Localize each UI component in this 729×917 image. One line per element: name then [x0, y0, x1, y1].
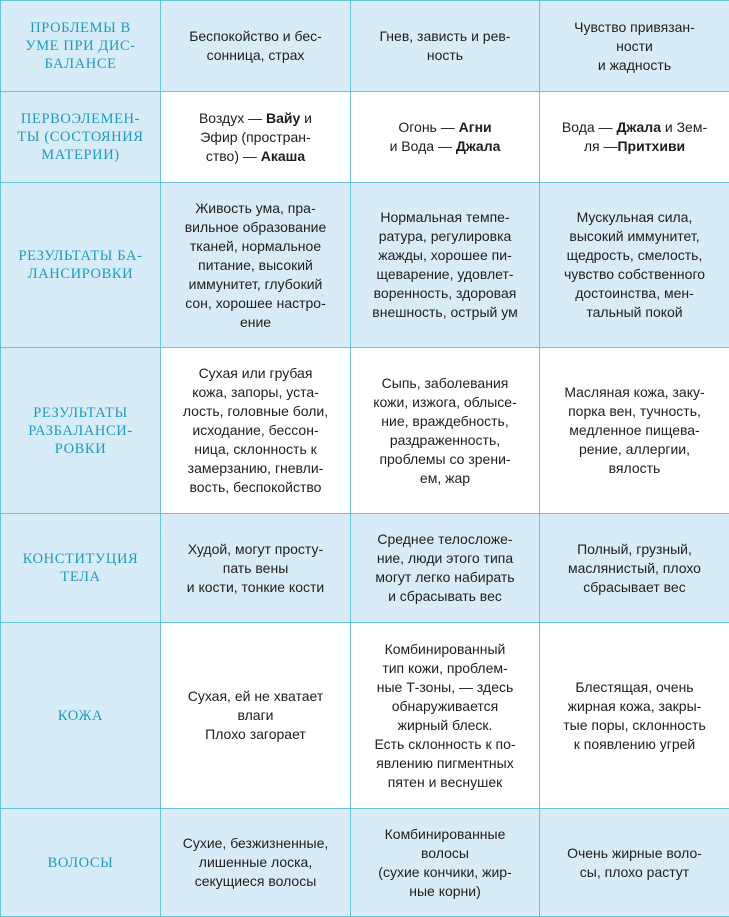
cell-text: Худой, могут просту- пать вены и кости, тонкие кости [187, 541, 324, 595]
cell-text: Нормальная темпе- ратура, регулировка жажды, хорошее пи- щеварение, удовлет- воренность, здоровая внешность, острый ум [372, 209, 517, 320]
table-cell-dosha-2 [351, 809, 540, 917]
row-header: РЕЗУЛЬТАТЫ БА- ЛАНСИРОВКИ [1, 183, 161, 348]
table-row-skin [1, 623, 729, 809]
table-row-balance-results [1, 183, 729, 348]
table-cell-dosha-1 [161, 1, 351, 92]
cell-text: Сухие, безжизненные, лишенные лоска, секущиеся волосы [183, 835, 329, 889]
cell-text: Сухая, ей не хватает влаги Плохо загорает [188, 688, 324, 742]
cell-text: Огонь — [398, 119, 458, 135]
table-cell-dosha-1 [161, 623, 351, 809]
cell-text: Чувство привязан- ности и жадность [574, 19, 695, 73]
cell-text: Среднее телосложе- ние, люди этого типа могут легко набирать и сбрасывать вес [375, 531, 514, 604]
table-cell-dosha-2 [351, 92, 540, 183]
table-cell-dosha-3 [540, 514, 729, 623]
cell-text: Комбинированный тип кожи, проблем- ные Т-зоны, — здесь обнаруживается жирный блеск. Есть склонность к по- явлению пигментных пятен и веснушек [374, 641, 515, 790]
row-header: КОНСТИТУЦИЯ ТЕЛА [1, 514, 161, 623]
table-cell-dosha-3 [540, 183, 729, 348]
row-header: ПРОБЛЕМЫ В УМЕ ПРИ ДИС- БАЛАНСЕ [1, 1, 161, 92]
cell-text: Комбинированные волосы (сухие кончики, жир- ные корни) [378, 826, 511, 899]
table-cell-dosha-1 [161, 348, 351, 514]
table-body [1, 1, 729, 917]
term-highlight: Акаша [261, 148, 305, 164]
cell-text: Сыпь, заболевания кожи, изжога, облысе- ние, враждебность, раздраженность, проблемы со зрени- ем, жар [373, 375, 517, 486]
table-cell-dosha-3 [540, 809, 729, 917]
table-cell-dosha-2 [351, 348, 540, 514]
cell-text: Очень жирные воло- сы, плохо растут [567, 845, 702, 880]
table-row-primary-elements [1, 92, 729, 183]
table-cell-dosha-2 [351, 514, 540, 623]
term-highlight: Вайу [266, 110, 300, 126]
table-cell-dosha-2 [351, 1, 540, 92]
table-cell-dosha-2 [351, 183, 540, 348]
cell-text: и Зем- ля — [584, 119, 707, 154]
table-row-body-constitution [1, 514, 729, 623]
table-cell-dosha-1 [161, 514, 351, 623]
cell-text: Воздух — [199, 110, 266, 126]
table-row-mind-problems [1, 1, 729, 92]
term-highlight: Агни [459, 119, 492, 135]
cell-text: Гнев, зависть и рев- ность [380, 28, 511, 63]
cell-text: Сухая или грубая кожа, запоры, уста- лость, головные боли, исходание, бессон- ница, склонность к замерзанию, гневли- вость, беспокойство [183, 365, 328, 495]
cell-text: Полный, грузный, маслянистый, плохо сбрасывает вес [568, 541, 701, 595]
cell-text: Беспокойство и бес- сонница, страх [189, 28, 322, 63]
cell-text: и Эфир (простран- ство) — [200, 110, 312, 164]
table-cell-dosha-2 [351, 623, 540, 809]
row-header: РЕЗУЛЬТАТЫ РАЗБАЛАНСИ- РОВКИ [1, 348, 161, 514]
cell-text: и Вода — [390, 138, 456, 154]
table-row-hair [1, 809, 729, 917]
cell-text: Блестящая, очень жирная кожа, закры- тые поры, склонность к появлению угрей [563, 679, 706, 752]
table-row-imbalance-results [1, 348, 729, 514]
table-cell-dosha-3 [540, 623, 729, 809]
cell-text: Масляная кожа, заку- порка вен, тучность, медленное пищева- рение, аллергии, вялость [564, 384, 704, 476]
table-cell-dosha-1 [161, 92, 351, 183]
table-cell-dosha-1 [161, 183, 351, 348]
table-cell-dosha-1 [161, 809, 351, 917]
row-header: КОЖА [1, 623, 161, 809]
cell-text: Живость ума, пра- вильное образование тканей, нормальное питание, высокий иммунитет, глубокий сон, хорошее настро- ение [185, 200, 327, 330]
cell-text: Вода — [562, 119, 617, 135]
cell-text: Мускульная сила, высокий иммунитет, щедрость, смелость, чувство собственного достоинства, мен- тальный покой [564, 209, 705, 320]
table-cell-dosha-3 [540, 348, 729, 514]
row-header: ПЕРВОЭЛЕМЕН- ТЫ (СОСТОЯНИЯ МАТЕРИИ) [1, 92, 161, 183]
term-highlight: Джала [616, 119, 661, 135]
term-highlight: Притхиви [617, 138, 685, 154]
table-cell-dosha-3 [540, 1, 729, 92]
table-cell-dosha-3 [540, 92, 729, 183]
row-header: ВОЛОСЫ [1, 809, 161, 917]
term-highlight: Джала [456, 138, 501, 154]
